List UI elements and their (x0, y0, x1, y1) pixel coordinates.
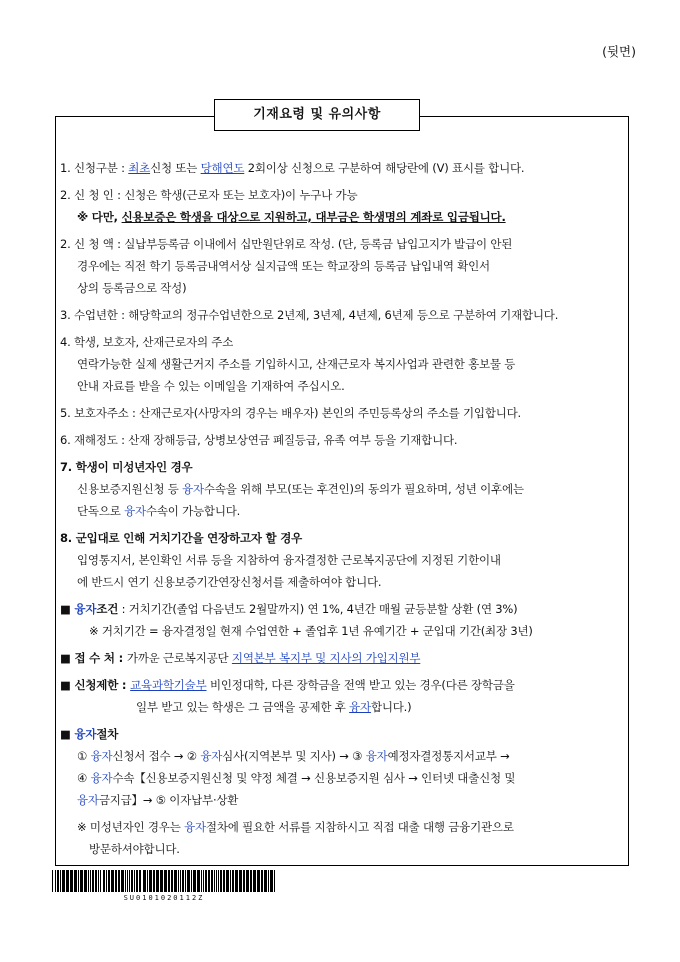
barcode-number: SU0101020112Z (123, 894, 205, 902)
item-amount-line3: 상의 등록금으로 작성) (77, 281, 187, 295)
loan-term: 융자 (182, 482, 204, 496)
text: ④ (77, 771, 91, 785)
item-minor-line2 (60, 500, 616, 522)
item-application-type (60, 157, 616, 179)
loan-term: 융자 (365, 749, 388, 763)
bullet-square: ■ (60, 602, 75, 616)
text: 수속을 위해 부모(또는 후견인)의 동의가 필요하며, 성년 이후에는 (203, 482, 524, 496)
item-military-head: 8. 군입대로 인해 거치기간을 연장하고자 할 경우 (60, 531, 303, 545)
item-amount-line2: 경우에는 직전 학기 등록금내역서상 실지급액 또는 학교장의 등록금 납입내역 확인서 (77, 259, 490, 273)
limit-text: 비인정대학, 다른 장학금을 전액 받고 있는 경우(다른 장학금을 (206, 678, 515, 692)
procedure-line1 (60, 745, 616, 767)
reception-office (60, 647, 616, 669)
text: 일부 받고 있는 학생은 그 금액을 공제한 후 (136, 700, 350, 714)
text: 수속【신용보증지원신청 및 약정 체결 → 신용보증지원 심사 → 인터넷 대출신청 및 (112, 771, 516, 785)
first-time-term: 최초 (128, 161, 151, 175)
conditions-text: : 거치기간(졸업 다음년도 2월말까지) 연 1%, 4년간 매월 균등분할 상환 (연 3%) (118, 602, 518, 616)
loan-term: 융자 (77, 793, 99, 807)
loan-term: 융자 (200, 749, 223, 763)
loan-term: 융자 (90, 749, 113, 763)
bullet-square: ■ (60, 727, 75, 741)
application-limit-line2 (60, 696, 616, 718)
ministry-link[interactable]: 교육과학기술부 (130, 678, 207, 692)
item-minor-line1 (60, 478, 616, 500)
item-amount-line1: 2. 신 청 액 : 실납부등록금 이내에서 십만원단위로 작성. (단, 등록금 납입고지가 발급이 안된 (60, 237, 513, 251)
minor-procedure-note1 (60, 816, 616, 838)
reception-label: ■ 접 수 처 : (60, 651, 127, 665)
text: ※ 미성년자인 경우는 (77, 820, 185, 834)
text: 합니다.) (370, 700, 412, 714)
notes-content (60, 157, 616, 860)
text: 예정자결정통지서교부 → (387, 749, 510, 763)
procedure-line2 (60, 767, 616, 789)
item-text: 신청 또는 (150, 161, 201, 175)
text: 신청서 접수 → ② (112, 749, 201, 763)
item-text: 2회이상 신청으로 구분하여 해당란에 (V) 표시를 합니다. (244, 161, 525, 175)
section-title: 기재요령 및 유의사항 (214, 99, 420, 131)
text: 단독으로 (77, 504, 125, 518)
current-year-term: 당해연도 (200, 161, 245, 175)
limit-label: ■ 신청제한 : (60, 678, 131, 692)
procedure-line3 (60, 789, 616, 811)
item-address-line3: 안내 자료를 받을 수 있는 이메일을 기재하여 주십시오. (77, 379, 345, 393)
loan-term: 융자 (124, 504, 146, 518)
text: ① (77, 749, 91, 763)
text: 절차에 필요한 서류를 지참하시고 직접 대출 대행 금융기관으로 (205, 820, 514, 834)
loan-term: 융자 (184, 820, 206, 834)
item-applicant: 2. 신 청 인 : 신청은 학생(근로자 또는 보호자)이 누구나 가능 (60, 188, 358, 202)
page-side-label: (뒷면) (602, 44, 636, 59)
text: 심사(지역본부 및 지사) → ③ (222, 749, 366, 763)
reception-link[interactable]: 지역본부 복지부 및 지사의 가입지원부 (231, 651, 421, 665)
item-military-line2: 에 반드시 연기 신용보증기간연장신청서를 제출하여야 합니다. (77, 575, 382, 589)
application-limit-line1 (60, 674, 616, 696)
reception-text: 가까운 근로복지공단 (126, 651, 232, 665)
loan-term: 융자 (90, 771, 113, 785)
loan-procedure-head (60, 723, 616, 745)
item-study-years: 3. 수업년한 : 해당학교의 정규수업년한으로 2년제, 3년제, 4년제, 6년제 등으로 구분하여 기재합니다. (60, 308, 559, 322)
conditions-label: 조건 (96, 602, 119, 616)
text: 금지급】→ ⑤ 이자납부·상환 (98, 793, 239, 807)
item-label: 1. 신청구분 : (60, 161, 129, 175)
loan-term: 융자 (74, 602, 97, 616)
item-disability-degree: 6. 재해정도 : 산재 장해등급, 상병보상연금 폐질등급, 유족 여부 등을 기재합니다. (60, 433, 458, 447)
note-mark: ※ 다만, (77, 210, 122, 224)
minor-procedure-note2: 방문하셔야합니다. (89, 842, 180, 856)
grace-period-note: ※ 거치기간 = 융자결정일 현재 수업연한 + 졸업후 1년 유예기간 + 군입대 기간(최장 3년) (89, 624, 533, 638)
item-minor-head: 7. 학생이 미성년자인 경우 (60, 460, 193, 474)
note-guarantee (60, 206, 616, 228)
loan-term: 융자 (74, 727, 97, 741)
loan-term: 융자 (349, 700, 371, 714)
loan-conditions (60, 598, 616, 620)
text: 신용보증지원신청 등 (77, 482, 183, 496)
text: 절차 (96, 727, 119, 741)
note-text-a: 신용보증은 학생을 대상으로 지원하고, (121, 210, 312, 224)
item-address-line2: 연락가능한 실제 생활근거지 주소를 기입하시고, 산재근로자 복지사업과 관련한 홍보물 등 (77, 357, 516, 371)
item-guardian-address: 5. 보호자주소 : 산재근로자(사망자의 경우는 배우자) 본인의 주민등록상의 주소를 기입합니다. (60, 406, 522, 420)
note-text-b: 대부금은 학생명의 계좌로 입금됩니다. (311, 210, 506, 224)
item-address-head: 4. 학생, 보호자, 산재근로자의 주소 (60, 335, 234, 349)
item-military-line1: 입영통지서, 본인확인 서류 등을 지참하여 융자결정한 근로복지공단에 지정된 기한이내 (77, 553, 501, 567)
text: 수속이 가능합니다. (145, 504, 241, 518)
